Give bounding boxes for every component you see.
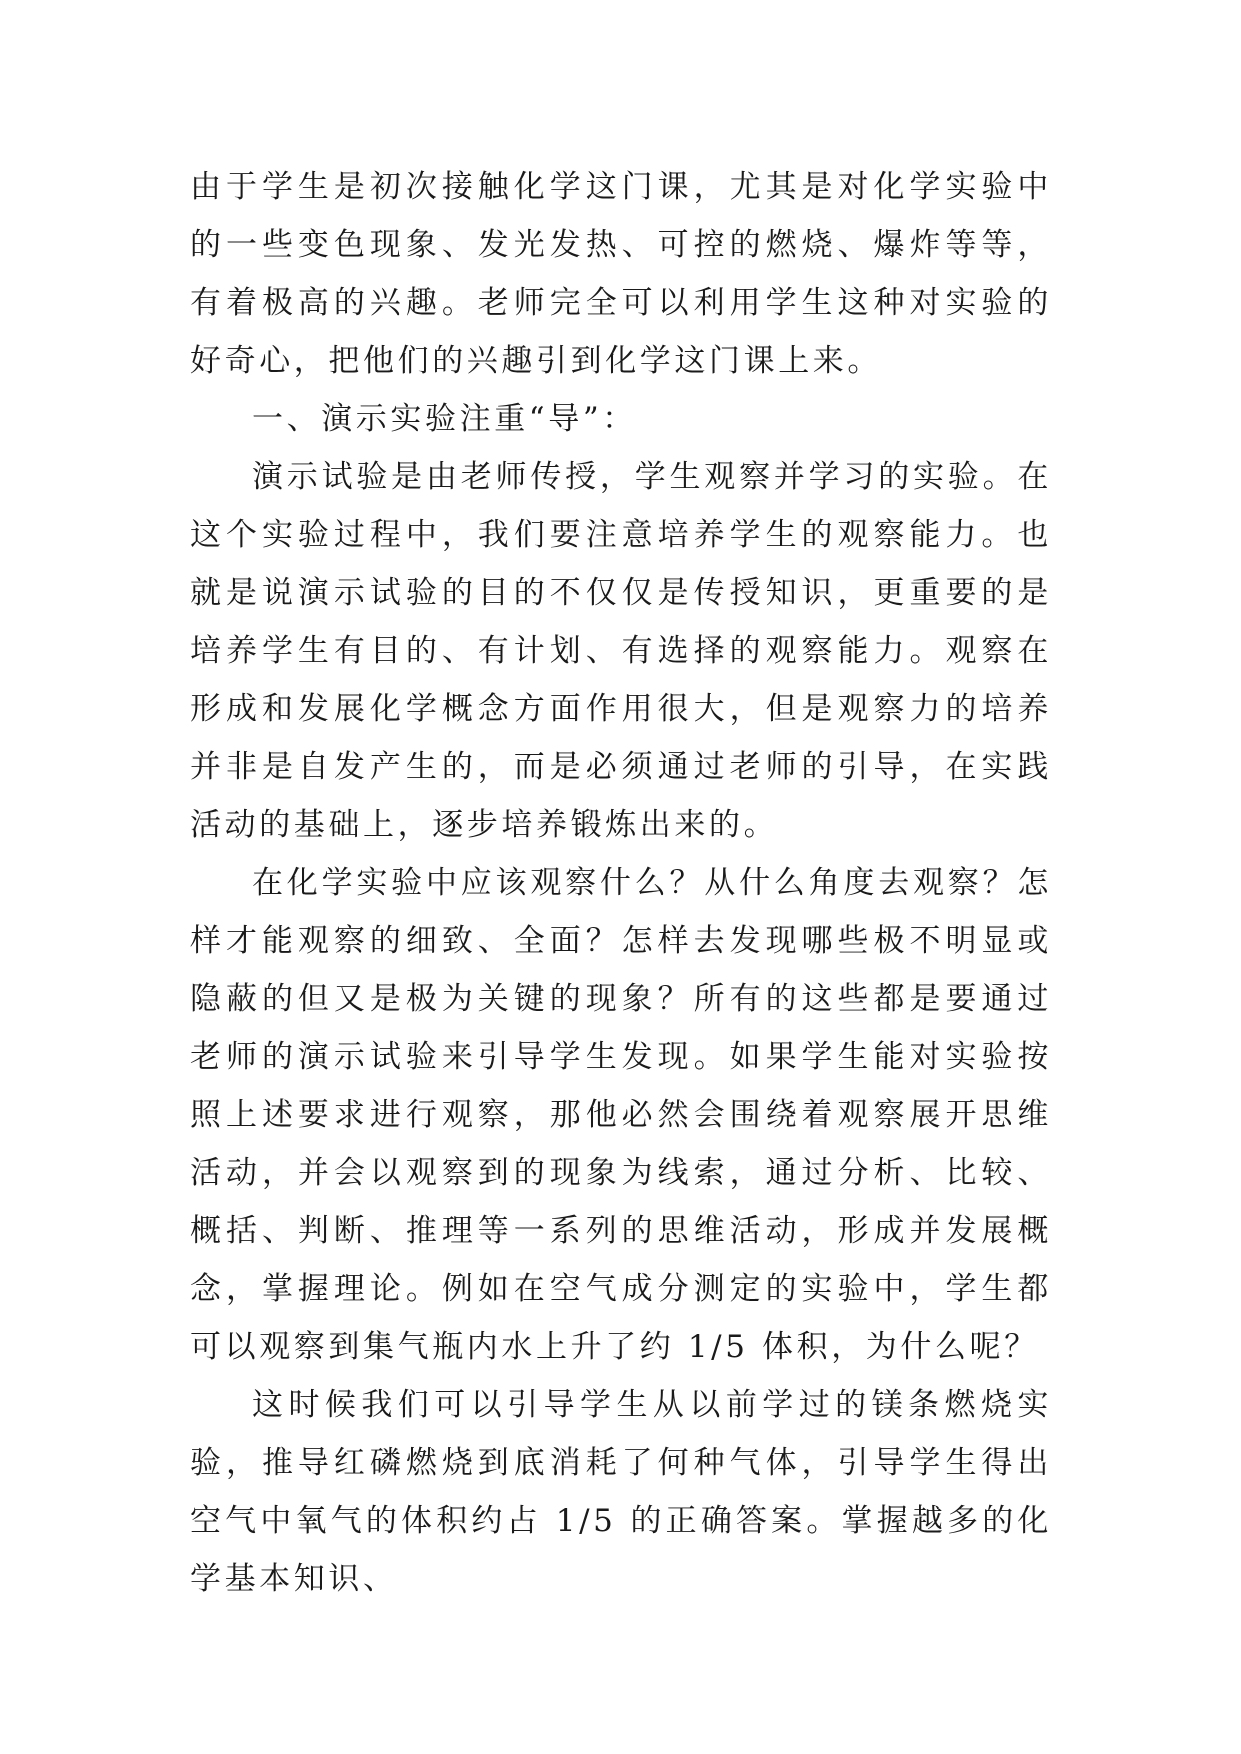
section-heading: 一、演示实验注重“导”： (252, 401, 637, 437)
paragraph-demonstration: 演示试验是由老师传授，学生观察并学习的实验。在这个实验过程中，我们要注意培养学生的观察能力。也就是说演示试验的目的不仅仅是传授知识，更重要的是培养学生有目的、有计划、有选择的观察能力。观察在形成和发展化学概念方面作用很大，但是观察力的培养并非是自发产生的，而是必须通过老师的引导，在实践活动的基础上，逐步培养锻炼出来的。 (190, 459, 1052, 843)
paragraph-intro: 由于学生是初次接触化学这门课，尤其是对化学实验中的一些变色现象、发光发热、可控的燃烧、爆炸等等，有着极高的兴趣。老师完全可以利用学生这种对实验的好奇心，把他们的兴趣引到化学这门课上来。 (190, 169, 1052, 379)
body-text (190, 158, 1052, 1608)
paragraph-guidance: 这时候我们可以引导学生从以前学过的镁条燃烧实验，推导红磷燃烧到底消耗了何种气体，引导学生得出空气中氧气的体积约占 1/5 的正确答案。掌握越多的化学基本知识、 (190, 1387, 1052, 1597)
paragraph-observation: 在化学实验中应该观察什么？从什么角度去观察？怎样才能观察的细致、全面？怎样去发现哪些极不明显或隐蔽的但又是极为关键的现象？所有的这些都是要通过老师的演示试验来引导学生发现。如果学生能对实验按照上述要求进行观察，那他必然会围绕着观察展开思维活动，并会以观察到的现象为线索，通过分析、比较、概括、判断、推理等一系列的思维活动，形成并发展概念，掌握理论。例如在空气成分测定的实验中，学生都可以观察到集气瓶内水上升了约 1/5 体积，为什么呢？ (190, 865, 1052, 1365)
